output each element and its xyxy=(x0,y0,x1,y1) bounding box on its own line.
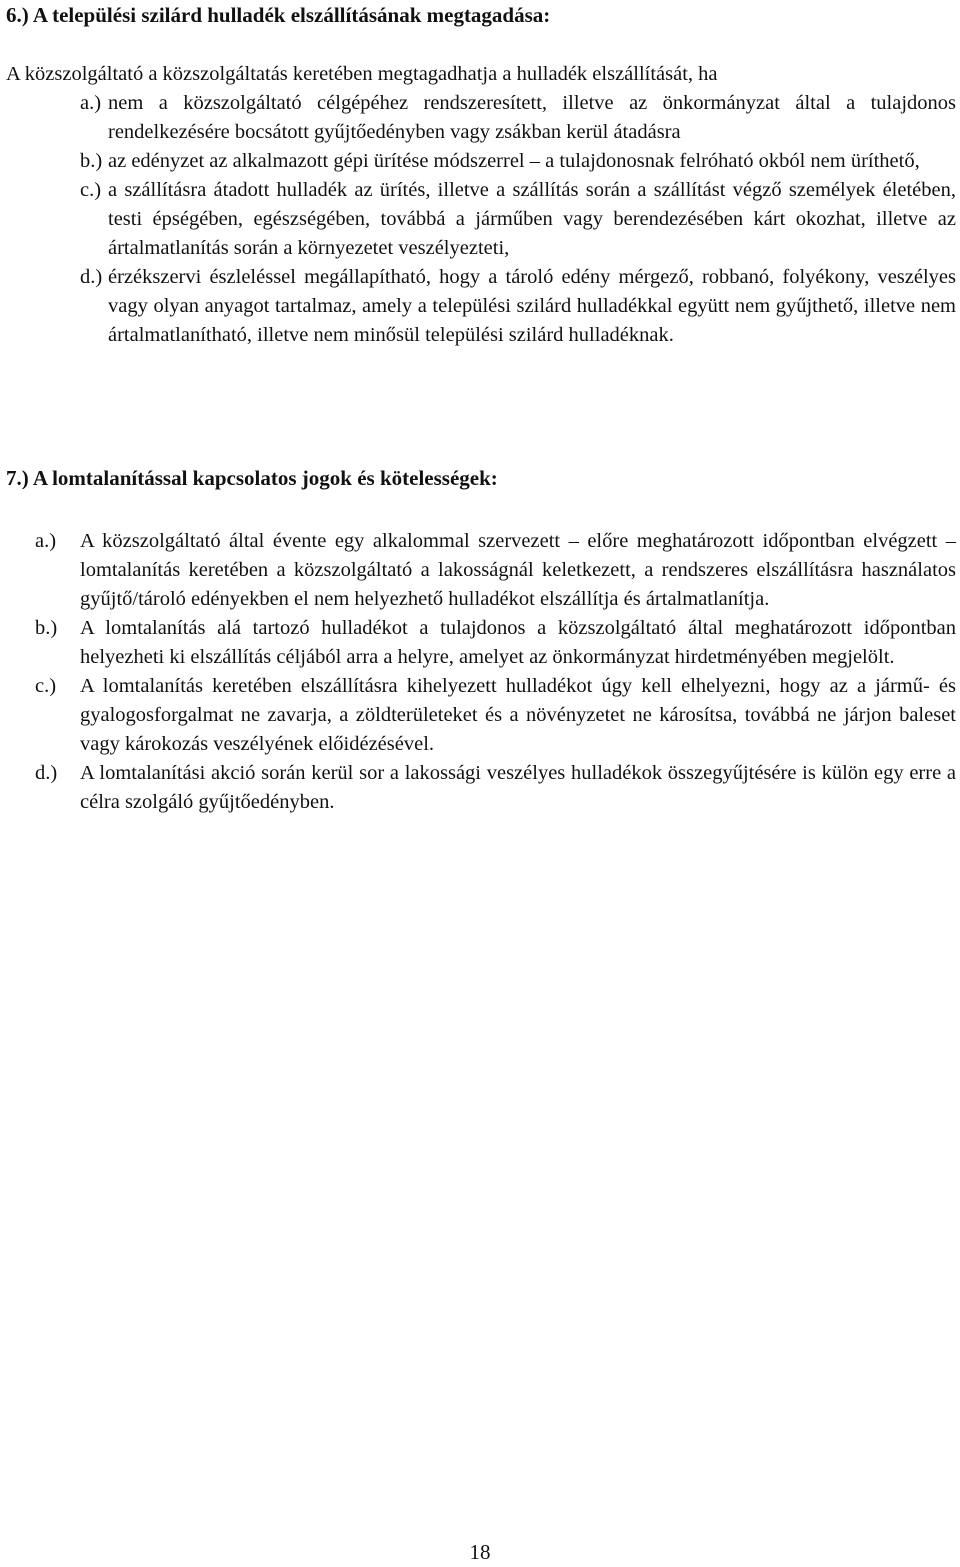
list-marker: d.) xyxy=(35,762,58,784)
list-item-text: A lomtalanítás keretében elszállításra kihelyezett hulladékot úgy kell elhelyezni, hogy az a jármű- és gyalogosforgalmat ne zavarja, a zöldterületeket és a növényzetet ne károsítsa, továbbá ne járjon baleset vagy károkozás veszélyének előidézésével. xyxy=(80,675,956,755)
list-item xyxy=(80,89,956,147)
list-marker: a.) xyxy=(80,92,102,114)
list-marker: b.) xyxy=(80,150,103,172)
list-item-text: a szállításra átadott hulladék az ürítés, illetve a szállítás során a szállítást végző személyek életében, testi épségében, egészségében, továbbá a járműben vagy berendezésében kárt okozhat, illetve az ártalmatlanítás során a környezetet veszélyezteti, xyxy=(108,179,956,259)
list-item-text: nem a közszolgáltató célgépéhez rendszeresített, illetve az önkormányzat által a tulajdonos rendelkezésére bocsátott gyűjtőedényben vagy zsákban kerül átadásra xyxy=(108,92,956,143)
list-item xyxy=(35,672,956,759)
list-item-text: érzékszervi észleléssel megállapítható, hogy a tároló edény mérgező, robbanó, folyékony, veszélyes vagy olyan anyagot tartalmaz, amely a települési szilárd hulladékkal együtt nem gyűjthető, illetve nem ártalmatlanítható, illetve nem minősül települési szilárd hulladéknak. xyxy=(108,266,956,346)
list-marker: b.) xyxy=(35,617,58,639)
list-item xyxy=(35,527,956,614)
list-item-text: A közszolgáltató által évente egy alkalommal szervezett – előre meghatározott időpontban elvégzett – lomtalanítás keretében a közszolgáltató a lakosságnál keletkezett, a rendszeres elszállításra használatos gyűjtő/tároló edényekben el nem helyezhető hulladékot elszállítja és ártalmatlanítja. xyxy=(80,530,956,610)
list-item xyxy=(35,614,956,672)
section-6-heading: 6.) A települési szilárd hulladék elszállításának megtagadása: xyxy=(6,3,551,27)
section-6-list xyxy=(80,89,956,350)
page-number: 18 xyxy=(469,1540,491,1564)
list-marker: c.) xyxy=(35,675,57,697)
list-marker: a.) xyxy=(35,530,57,552)
list-item xyxy=(80,263,956,350)
list-item xyxy=(80,176,956,263)
list-item xyxy=(80,147,956,176)
section-7-heading: 7.) A lomtalanítással kapcsolatos jogok és kötelességek: xyxy=(6,466,498,490)
list-item-text: az edényzet az alkalmazott gépi ürítése módszerrel – a tulajdonosnak felróható okból nem üríthető, xyxy=(108,150,920,172)
list-item-text: A lomtalanítás alá tartozó hulladékot a tulajdonos a közszolgáltató által meghatározott időpontban helyezheti ki elszállítás céljából arra a helyre, amelyet az önkormányzat hirdetményében megjelölt. xyxy=(80,617,956,668)
section-7-list xyxy=(35,527,956,817)
list-item-text: A lomtalanítási akció során kerül sor a lakossági veszélyes hulladékok összegyűjtésére is külön egy erre a célra szolgáló gyűjtőedényben. xyxy=(80,762,956,813)
list-marker: c.) xyxy=(80,179,102,201)
list-marker: d.) xyxy=(80,266,103,288)
list-item xyxy=(35,759,956,817)
section-6-intro: A közszolgáltató a közszolgáltatás keretében megtagadhatja a hulladék elszállítását, ha xyxy=(6,63,718,85)
